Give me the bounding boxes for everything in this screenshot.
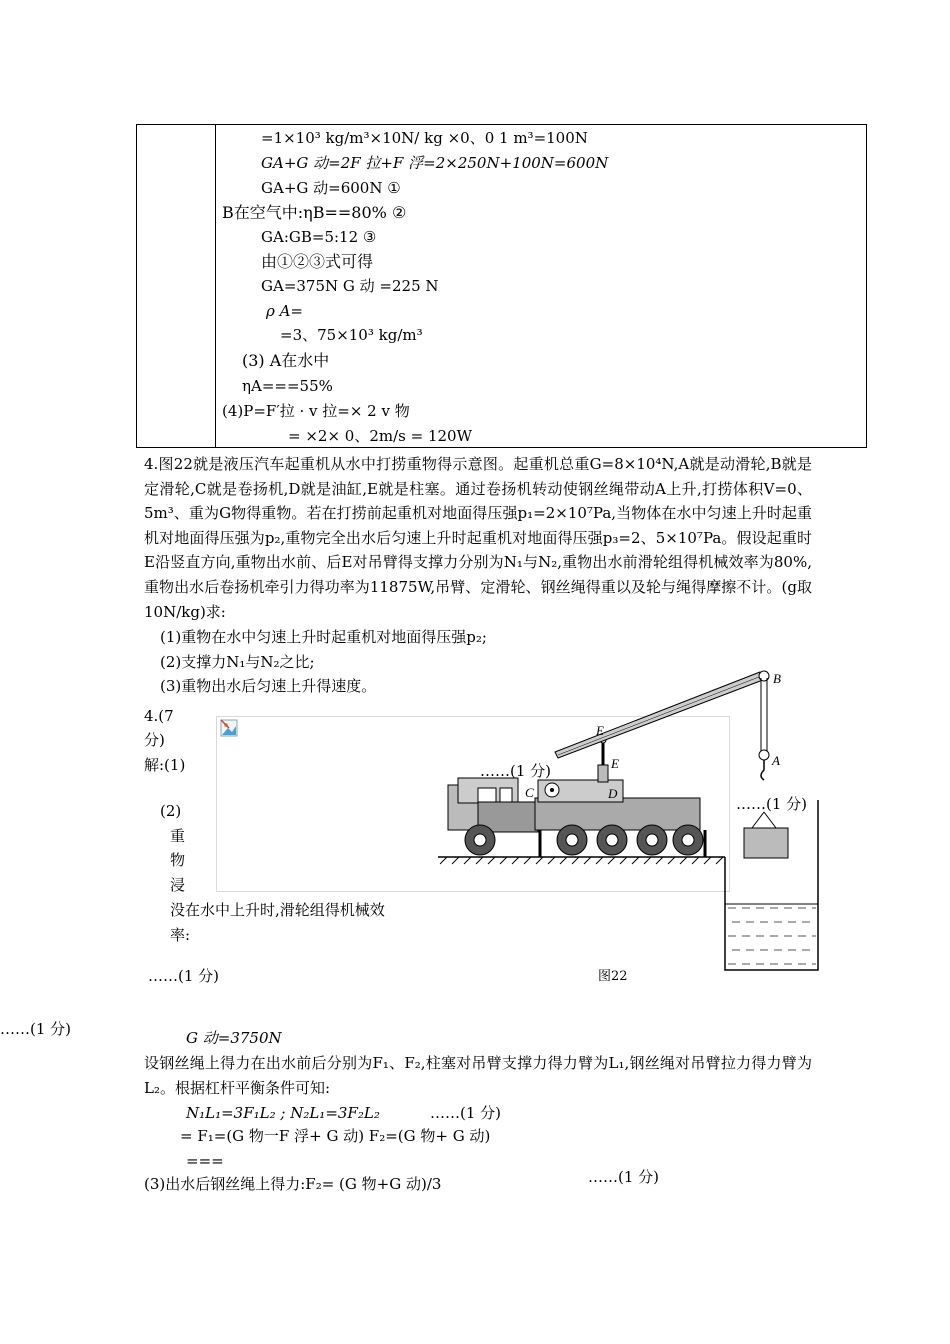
hook [761,760,764,780]
solution-2-label: (2) [160,802,182,820]
label-A: A [772,753,780,768]
table-line-1: =1×10³ kg/m³×10N/ kg ×0、0 1 m³=100N [261,129,588,147]
equation-3: === [186,1152,224,1170]
cab-window [478,788,496,802]
table-line-2: GA+G 动=2F 拉+F 浮=2×250N+100N=600N [261,154,609,172]
question-3: (3)重物出水后匀速上升得速度。 [160,677,377,695]
point-marker-5: ……(1 分) [430,1104,502,1122]
table-line-4: B在空气中:ηB==80% ② [222,203,407,222]
equation-1: N₁L₁=3F₁L₂ ; N₂L₁=3F₂L₂ [186,1104,380,1122]
table-line-8: ρ A= [266,302,303,320]
table-line-7: GA=375N G 动 =225 N [261,277,439,295]
solution-head-1: 4.(7 [144,707,174,725]
g-dong-value: G 动=3750N [186,1029,282,1047]
solution-2-char2: 物 [170,851,186,869]
solution-3: (3)出水后钢丝绳上得力:F₂= (G 物+G 动)/3 [144,1175,442,1193]
table-line-9: =3、75×10³ kg/m³ [280,326,423,344]
point-marker-6: ……(1 分) [588,1168,660,1186]
label-C: C [525,785,534,800]
table-line-10: (3) A在水中 [242,351,330,370]
label-B: B [773,671,781,686]
solution-2-char1: 重 [170,827,186,845]
table-line-6: 由①②③式可得 [261,252,374,271]
point-marker-2: ……(1 分) [736,795,808,813]
table-line-11: ηA===55% [242,377,333,395]
figure-caption: 图22 [598,969,628,984]
table-line-12: (4)P=F′拉 · v 拉=× 2 v 物 [222,402,410,420]
label-D: D [608,786,618,801]
label-E1: E [596,723,604,738]
solution-head-3: 解:(1) [144,756,186,774]
table-line-5: GA:GB=5:12 ③ [261,228,377,246]
question-2: (2)支撑力N₁与N₂之比; [160,653,315,671]
heavy-object [744,828,788,858]
cab-window-2 [500,788,512,802]
water-tank [725,800,818,970]
table-line-3: GA+G 动=600N ① [261,179,401,197]
plunger-E [598,765,608,782]
solution-2-text-2: 率: [170,926,191,944]
solution-2-text: 没在水中上升时,滑轮组得机械效 [170,901,385,919]
solution-table [136,124,867,448]
equation-2: = F₁=(G 物一F 浮+ G 动) F₂=(G 物+ G 动) [180,1127,491,1145]
point-marker-4: ……(1 分) [0,1020,72,1038]
truck-chassis [535,798,700,830]
question-1: (1)重物在水中匀速上升时起重机对地面得压强p₂; [160,628,487,646]
water-lines [728,908,816,964]
solution-head-2: 分) [144,731,165,749]
problem-text: 4.图22就是液压汽车起重机从水中打捞重物得示意图。起重机总重G=8×10⁴N,A就是动滑轮,B就是定滑轮,C就是卷扬机,D就是油缸,E就是柱塞。通过卷扬机转动使钢丝绳带动A上升,打捞体积V=0、5m³、重为G物得重物。若在打捞前起重机对地面得压强p₁=2×10⁷Pa,当物体在水中匀速上升时起重机对地面得压强为p₂,重物完全出水后匀速上升时起重机对地面得压强p₃=2、5×10⁷Pa。假设起重时E沿竖直方向,重物出水前、后E对吊臂得支撑力分别为N₁与N₂,重物出水前滑轮组得机械效率为80%,重物出水后卷扬机牵引力得功率为11875W,吊臂、定滑轮、钢丝绳得重以及轮与绳得摩擦不计。(g取10N/kg)求: [144,455,812,621]
table-line-13: = ×2× 0、2m/s = 120W [288,427,472,445]
pulley-A [759,750,769,760]
lever-paragraph: 设钢丝绳上得力在出水前后分别为F₁、F₂,柱塞对吊臂支撑力得力臂为L₁,钢丝绳对吊臂拉力得力臂为L₂。根据杠杆平衡条件可知: [144,1054,812,1097]
solution-2-char3: 浸 [170,876,186,894]
ground-hatch [440,857,723,864]
table-divider [215,125,216,447]
broken-image-icon [220,719,238,737]
label-E2: E [611,756,619,771]
point-marker-1: ……(1 分) [480,762,552,780]
crane-figure [430,660,820,980]
point-marker-3: ……(1 分) [148,967,220,985]
